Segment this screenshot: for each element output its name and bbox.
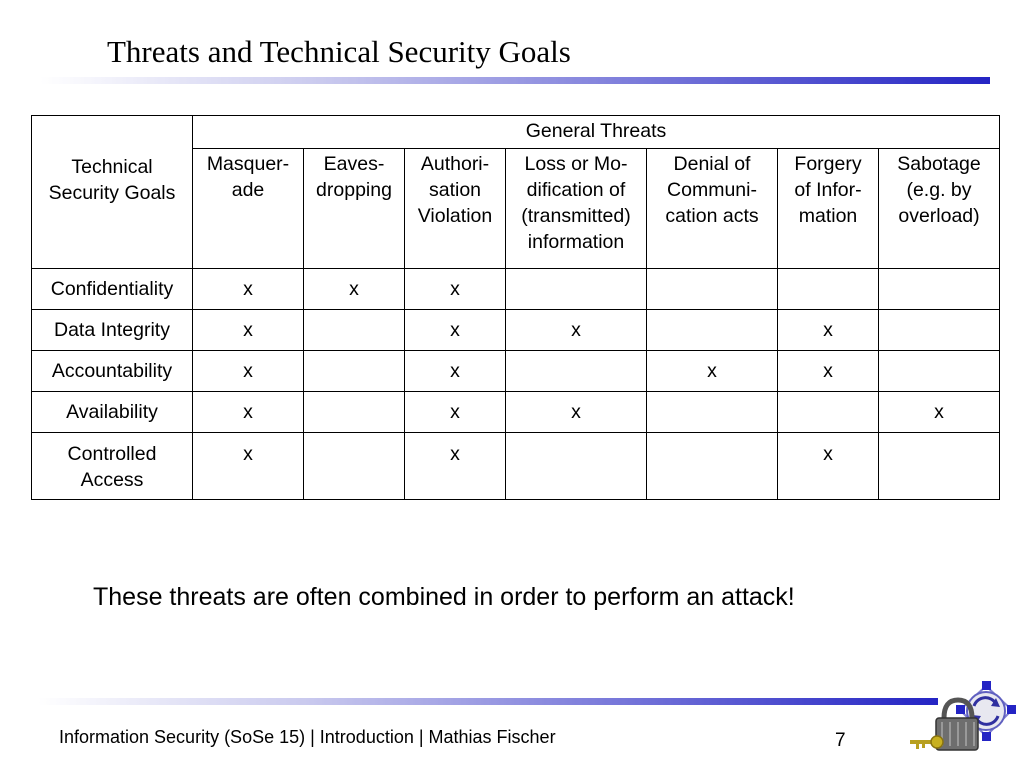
- table-cell: [879, 269, 1000, 310]
- table-cell: x: [879, 392, 1000, 433]
- threats-goals-table: [31, 115, 1000, 500]
- table-cell: [647, 392, 778, 433]
- header-line: ade: [231, 179, 265, 201]
- table-cell: [506, 433, 647, 500]
- goal-data-integrity: Data Integrity: [32, 310, 193, 351]
- goals-column-header: [32, 116, 193, 269]
- table-row: [32, 310, 1000, 351]
- threat-header-masquerade: [193, 149, 304, 269]
- general-threats-header: General Threats: [193, 116, 1000, 149]
- header-line: Forgery: [794, 153, 862, 175]
- header-line: of Infor-: [794, 179, 862, 201]
- table-cell: [506, 351, 647, 392]
- header-line: Communi-: [667, 179, 757, 201]
- table-cell: [879, 433, 1000, 500]
- table-row: [32, 351, 1000, 392]
- table-cell: x: [304, 269, 405, 310]
- table-cell: [778, 269, 879, 310]
- table-cell: x: [506, 392, 647, 433]
- header-line: overload): [898, 205, 980, 227]
- footer-bar: [38, 698, 938, 705]
- table-cell: x: [506, 310, 647, 351]
- table-cell: [304, 392, 405, 433]
- header-line: dropping: [316, 179, 392, 201]
- table-row: [32, 433, 1000, 500]
- slide-title: Threats and Technical Security Goals: [107, 34, 571, 69]
- table-cell: x: [405, 351, 506, 392]
- goal-confidentiality: Confidentiality: [32, 269, 193, 310]
- table-cell: [506, 269, 647, 310]
- table-cell: x: [193, 351, 304, 392]
- goals-header-line: Technical: [71, 156, 153, 178]
- key-icon: [910, 736, 943, 749]
- university-logo: [908, 670, 1020, 763]
- header-line: Loss or Mo-: [524, 153, 628, 175]
- header-line: cation acts: [665, 205, 759, 227]
- table-cell: [304, 351, 405, 392]
- table-cell: [647, 433, 778, 500]
- threat-header-eavesdropping: [304, 149, 405, 269]
- table-cell: x: [778, 351, 879, 392]
- combined-threats-note: These threats are often combined in order to perform an attack!: [93, 583, 795, 611]
- table-cell: [778, 392, 879, 433]
- table-cell: x: [193, 269, 304, 310]
- threat-header-forgery: [778, 149, 879, 269]
- table-cell: [879, 310, 1000, 351]
- goal-availability: Availability: [32, 392, 193, 433]
- table-row: [32, 392, 1000, 433]
- threat-header-denial-of-communication: [647, 149, 778, 269]
- goal-accountability: Accountability: [32, 351, 193, 392]
- goal-controlled-access: [32, 433, 193, 500]
- title-underline-bar: [40, 77, 990, 84]
- table-cell: x: [193, 392, 304, 433]
- header-line: Sabotage: [897, 153, 981, 175]
- footer-text: Information Security (SoSe 15) | Introduction | Mathias Fischer: [59, 727, 556, 747]
- table-cell: x: [405, 433, 506, 500]
- table-cell: [647, 269, 778, 310]
- goal-line: Access: [80, 469, 144, 491]
- header-line: Denial of: [673, 153, 751, 175]
- table-cell: x: [778, 310, 879, 351]
- table-cell: x: [405, 269, 506, 310]
- table-row: [32, 269, 1000, 310]
- header-line: Masquer-: [206, 153, 290, 175]
- goals-header-line: Security Goals: [48, 182, 176, 204]
- table-cell: x: [405, 392, 506, 433]
- table-cell: x: [647, 351, 778, 392]
- table-cell: [647, 310, 778, 351]
- table-cell: x: [778, 433, 879, 500]
- header-line: (e.g. by: [906, 179, 972, 201]
- header-line: dification of: [526, 179, 626, 201]
- header-line: mation: [798, 205, 858, 227]
- table-cell: [304, 310, 405, 351]
- table-cell: [879, 351, 1000, 392]
- table-cell: x: [193, 310, 304, 351]
- goal-line: Controlled: [67, 443, 157, 465]
- header-line: information: [527, 231, 625, 253]
- header-line: Eaves-: [323, 153, 385, 175]
- table-cell: [304, 433, 405, 500]
- threat-header-sabotage: [879, 149, 1000, 269]
- table-cell: x: [193, 433, 304, 500]
- header-line: sation: [428, 179, 482, 201]
- header-line: Violation: [417, 205, 493, 227]
- header-line: Authori-: [420, 153, 490, 175]
- header-line: (transmitted): [521, 205, 631, 227]
- table-cell: x: [405, 310, 506, 351]
- threat-header-loss-modification: [506, 149, 647, 269]
- page-number: 7: [835, 730, 846, 751]
- threat-header-authorisation-violation: [405, 149, 506, 269]
